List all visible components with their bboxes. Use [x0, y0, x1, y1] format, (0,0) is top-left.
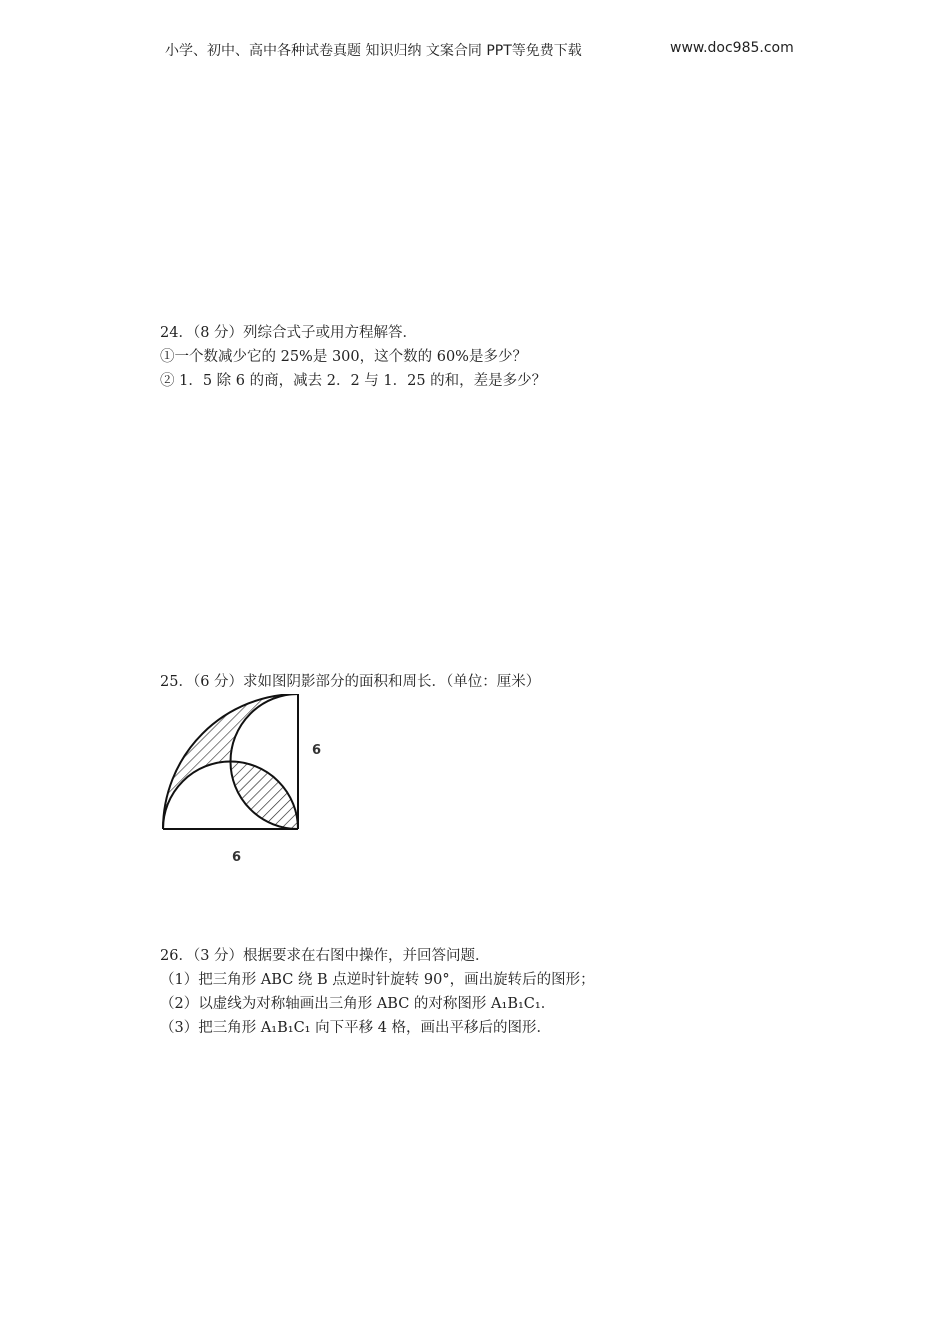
- question-26: [160, 944, 595, 1040]
- label-right-length: 6: [312, 743, 322, 758]
- question-26-title: 26．（3 分）根据要求在右图中操作，并回答问题．: [160, 948, 490, 964]
- question-25: [160, 670, 540, 694]
- question-24-item-2: ② 1．5 除 6 的商，减去 2．2 与 1．25 的和，差是多少？: [160, 373, 547, 389]
- header-site-link[interactable]: www.doc985.com: [670, 40, 794, 56]
- shaded-region-lower: [232, 762, 299, 829]
- header-text: 小学、初中、高中各种试卷真题 知识归纳 文案合同 PPT等免费下载: [165, 43, 582, 59]
- question-26-item-2: （2）以虚线为对称轴画出三角形 ABC 的对称图形 A₁B₁C₁．: [160, 996, 556, 1012]
- question-25-title: 25．（6 分）求如图阴影部分的面积和周长．（单位：厘米）: [160, 674, 541, 690]
- question-26-item-1: （1）把三角形 ABC 绕 B 点逆时针旋转 90°，画出旋转后的图形；: [160, 972, 595, 988]
- question-24: [160, 321, 546, 393]
- geometry-figure: [158, 694, 338, 869]
- question-24-title: 24．（8 分）列综合式子或用方程解答．: [160, 325, 418, 341]
- page-header: [165, 40, 805, 60]
- label-bottom-length: 6: [232, 850, 242, 865]
- quarter-circle-diagram: [158, 694, 338, 869]
- question-24-item-1: ①一个数减少它的 25%是 300，这个数的 60%是多少？: [160, 349, 527, 365]
- question-26-item-3: （3）把三角形 A₁B₁C₁ 向下平移 4 格，画出平移后的图形．: [160, 1020, 552, 1036]
